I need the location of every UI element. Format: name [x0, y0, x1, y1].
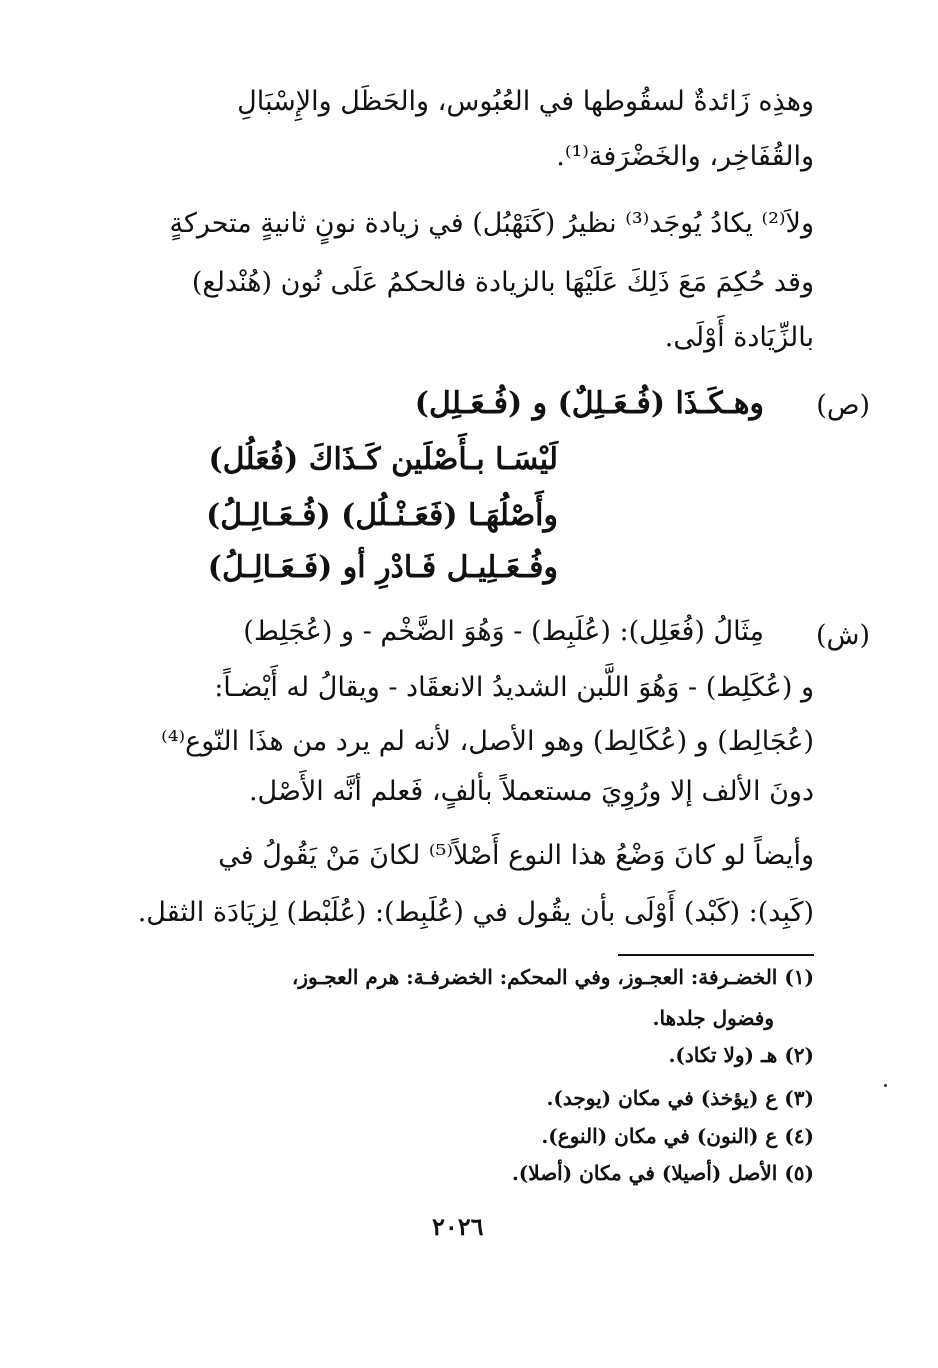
footnote-1: (١) الخضـرفة: العجـوز، وفي المحكم: الخضرفـة: هرم العجـوز، — [291, 965, 814, 989]
verse-marker: (ص) — [816, 390, 870, 421]
footnote-5: (٥) الأصل (أصيلا) في مكان (أصلا). — [511, 1161, 814, 1185]
paragraph-3-line-1: وأيضاً لو كانَ وَضْعُ هذا النوع أَصْلاً⁽⁵⁾ لكانَ مَنْ يَقُولُ في — [218, 840, 814, 871]
verse-line-2: لَيْسَـا بـأَصْلَين كَـذَاكَ (فُعَلُل) — [208, 442, 558, 477]
scan-speck — [884, 1084, 887, 1087]
paragraph-1-line-1: وهذِه زَائدةٌ لسقُوطها في العُبُوس، والحَظَل والإِسْبَالِ — [237, 86, 814, 117]
verse-line-3: وأَصْلُهَـا (فَعَـنْـلُل) (فُـعَـالِـلُ) — [206, 498, 558, 533]
commentary-line-3: (عُجَالِط) و (عُكَالِط) وهو الأصل، لأنه لم يرد من هذَا النّوع⁽⁴⁾ — [161, 726, 814, 757]
commentary-marker: (ش) — [815, 620, 870, 651]
paragraph-3-line-2: (كَبِد): (كَبْد) أَوْلَى بأن يقُول في (عُلَبِط): (عُلَبْط) لِزيَادَة الثقل. — [137, 897, 814, 928]
paragraph-1-line-2: والقُفَاخِر، والخَضْرَفة⁽¹⁾. — [556, 141, 814, 172]
footnote-1-continuation: وفضول جلدها. — [652, 1006, 774, 1030]
verse-line-1: وهـكَـذَا (فُـعَـلِلٌ) و (فُـعَـلِل) — [414, 386, 764, 421]
page-number: ٢٠٢٦ — [432, 1212, 484, 1241]
footnote-separator — [618, 954, 814, 956]
commentary-line-4: دونَ الألف إلا ورُوِيَ مستعملاً بألفٍ، فَعلم أنَّه الأَصْل. — [248, 776, 814, 807]
verse-line-4: وفُـعَـلِيـل فَـادْرِ أو (فَـعَـالِـلُ) — [207, 550, 558, 585]
commentary-line-2: و (عُكَلِط) - وَهُوَ اللَّبن الشديدُ الانعقَاد - ويقالُ له أَيْضـاً: — [214, 672, 814, 703]
commentary-line-1: مِثَالُ (فُعَلِل): (عُلَبِط) - وَهُوَ الضَّخْم - و (عُجَلِط) — [243, 616, 764, 647]
paragraph-2-line-3: بالزِّيَادة أَوْلَى. — [664, 322, 814, 353]
footnote-3: (٣) ع (يؤخذ) في مكان (يوجد). — [546, 1086, 814, 1110]
footnote-2: (٢) هـ (ولا تكاد). — [668, 1043, 814, 1067]
footnote-4: (٤) ع (النون) في مكان (النوع). — [541, 1124, 814, 1148]
paragraph-2-line-2: وقد حُكِمَ مَعَ ذَلِكَ عَلَيْهَا بالزيادة فالحكمُ عَلَى نُون (هُنْدلع) — [191, 267, 814, 298]
paragraph-2-line-1: ولاَ⁽²⁾ يكادُ يُوجَد⁽³⁾ نظيرُ (كَنَهْبُل) في زيادة نونٍ ثانيةٍ متحركةٍ — [169, 208, 814, 239]
